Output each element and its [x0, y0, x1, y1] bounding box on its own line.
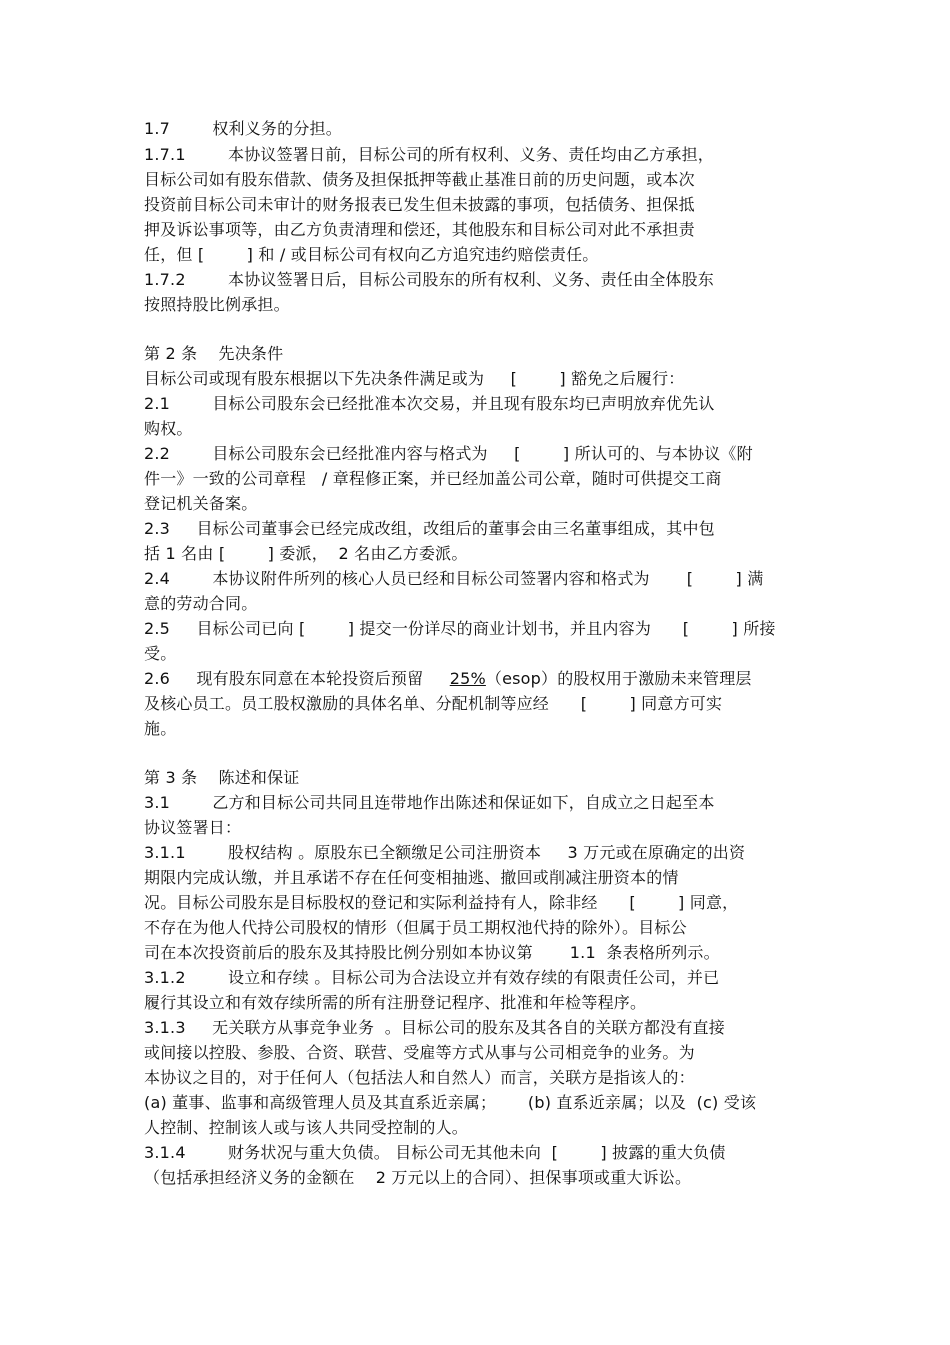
- clause-3-1-3-line-5: 人控制、控制该人或与该人共同受控制的人。: [144, 1118, 469, 1137]
- clause-2-4-line-2: 意的劳动合同。: [144, 594, 258, 613]
- clause-2-3-line-2: 括 1 名由 [ ] 委派， 2 名由乙方委派。: [144, 544, 468, 563]
- clause-2-2-line-1: 2.2 目标公司股东会已经批准内容与格式为 [ ] 所认可的、与本协议《附: [144, 444, 753, 463]
- clause-2-1-line-1: 2.1 目标公司股东会已经批准本次交易，并且现有股东均已声明放弃优先认: [144, 394, 715, 413]
- clause-3-1-3-line-1: 3.1.3 无关联方从事竞争业务 。目标公司的股东及其各自的关联方都没有直接: [144, 1018, 725, 1037]
- underlined-percentage: 25%: [449, 669, 486, 688]
- clause-3-1-3-line-3: 本协议之目的，对于任何人（包括法人和自然人）而言，关联方是指该人的：: [144, 1068, 695, 1087]
- clause-2-6-line-3: 施。: [144, 719, 177, 738]
- article-3-heading: 第 3 条 陈述和保证: [144, 768, 300, 787]
- clause-3-1-line-1: 3.1 乙方和目标公司共同且连带地作出陈述和保证如下，自成立之日起至本: [144, 793, 715, 812]
- clause-2-2-line-3: 登记机关备案。: [144, 494, 258, 513]
- article-2-intro: 目标公司或现有股东根据以下先决条件满足或为 [ ] 豁免之后履行：: [144, 369, 685, 388]
- clause-3-1-2-line-2: 履行其设立和有效存续所需的所有注册登记程序、批准和年检等程序。: [144, 993, 647, 1012]
- clause-1-7-2-line-2: 按照持股比例承担。: [144, 295, 290, 314]
- clause-2-5-line-1: 2.5 目标公司已向 [ ] 提交一份详尽的商业计划书，并且内容为 [ ] 所接: [144, 619, 776, 638]
- clause-3-1-4-line-2: （包括承担经济义务的金额在 2 万元以上的合同）、担保事项或重大诉讼。: [144, 1168, 692, 1187]
- clause-1-7-1-line-1: 1.7.1 本协议签署日前，目标公司的所有权利、义务、责任均由乙方承担，: [144, 145, 714, 164]
- clause-2-3-line-1: 2.3 目标公司董事会已经完成改组，改组后的董事会由三名董事组成，其中包: [144, 519, 715, 538]
- clause-3-1-2-line-1: 3.1.2 设立和存续 。目标公司为合法设立并有效存续的有限责任公司，并已: [144, 968, 720, 987]
- clause-1-7-1-line-4: 押及诉讼事项等，由乙方负责清理和偿还，其他股东和目标公司对此不承担责: [144, 220, 695, 239]
- clause-2-4-line-1: 2.4 本协议附件所列的核心人员已经和目标公司签署内容和格式为 [ ] 满: [144, 569, 764, 588]
- clause-3-1-1-line-2: 期限内完成认缴，并且承诺不存在任何变相抽逃、撤回或削减注册资本的情: [144, 868, 679, 887]
- clause-1-7-1-line-5: 任，但 [ ] 和 / 或目标公司有权向乙方追究违约赔偿责任。: [144, 245, 599, 264]
- clause-3-1-4-line-1: 3.1.4 财务状况与重大负债。 目标公司无其他未向 [ ] 披露的重大负债: [144, 1143, 726, 1162]
- clause-3-1-line-2: 协议签署日：: [144, 818, 242, 837]
- clause-1-7-1-line-3: 投资前目标公司未审计的财务报表已发生但未披露的事项，包括债务、担保抵: [144, 195, 695, 214]
- clause-3-1-3-line-2: 或间接以控股、参股、合资、联营、受雇等方式从事与公司相竞争的业务。为: [144, 1043, 695, 1062]
- article-2-heading: 第 2 条 先决条件: [144, 344, 284, 363]
- clause-3-1-1-line-3: 况。目标公司股东是目标股权的登记和实际利益持有人，除非经 [ ] 同意，: [144, 893, 739, 912]
- clause-1-7-1-line-2: 目标公司如有股东借款、债务及担保抵押等截止基准日前的历史问题，或本次: [144, 170, 695, 189]
- clause-2-2-line-2: 件一》一致的公司章程 / 章程修正案，并已经加盖公司公章，随时可供提交工商: [144, 469, 722, 488]
- clause-3-1-1-line-1: 3.1.1 股权结构 。原股东已全额缴足公司注册资本 3 万元或在原确定的出资: [144, 843, 746, 862]
- clause-2-5-line-2: 受。: [144, 644, 177, 663]
- clause-3-1-3-line-4: (a) 董事、监事和高级管理人员及其直系近亲属； (b) 直系近亲属；以及 (c) 受该: [144, 1093, 757, 1112]
- clause-1-7-2-line-1: 1.7.2 本协议签署日后，目标公司股东的所有权利、义务、责任由全体股东: [144, 270, 714, 289]
- clause-3-1-1-line-4: 不存在为他人代持公司股权的情形（但属于员工期权池代持的除外）。目标公: [144, 918, 687, 937]
- clause-2-1-line-2: 购权。: [144, 419, 193, 438]
- clause-2-6-line-1: 2.6 现有股东同意在本轮投资后预留 25%（esop）的股权用于激励未来管理层: [144, 669, 752, 688]
- clause-2-6-line-2: 及核心员工。员工股权激励的具体名单、分配机制等应经 [ ] 同意方可实: [144, 694, 723, 713]
- clause-1-7-heading: 1.7 权利义务的分担。: [144, 119, 342, 138]
- clause-3-1-1-line-5: 司在本次投资前后的股东及其持股比例分别如本协议第 1.1 条表格所列示。: [144, 943, 720, 962]
